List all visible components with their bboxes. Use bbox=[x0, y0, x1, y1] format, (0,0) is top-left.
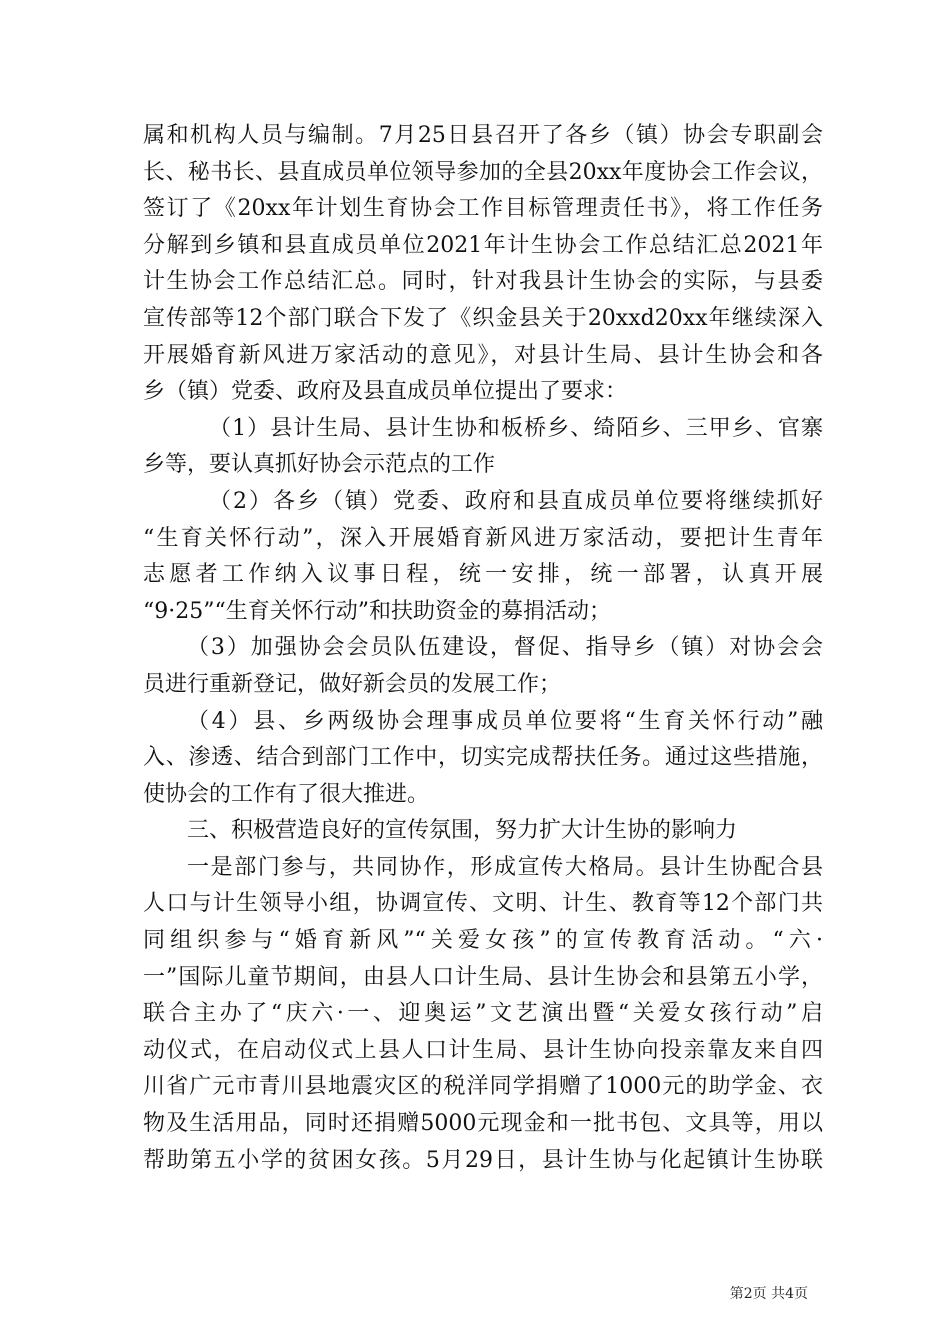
text-line: 川省广元市青川县地震灾区的税洋同学捐赠了1000元的助学金、衣 bbox=[143, 1074, 823, 1100]
text-line: 乡等，要认真抓好协会示范点的工作 bbox=[143, 452, 496, 478]
text-line: “生育关怀行动”，深入开展婚育新风进万家活动，要把计生青年 bbox=[143, 525, 823, 551]
text-line: 长、秘书长、县直成员单位领导参加的全县20xx年度协会工作会议， bbox=[143, 159, 823, 185]
body-text bbox=[143, 118, 823, 1179]
section-heading: 三、积极营造良好的宣传氛围，努力扩大计生协的影响力 bbox=[187, 818, 738, 844]
text-line: （1）县计生局、县计生协和板桥乡、绮陌乡、三甲乡、官寨 bbox=[209, 415, 823, 441]
text-line: 分解到乡镇和县直成员单位2021年计生协会工作总结汇总2021年 bbox=[143, 232, 823, 258]
text-line: （2）各乡（镇）党委、政府和县直成员单位要将继续抓好 bbox=[209, 488, 823, 514]
text-line: 一”国际儿童节期间，由县人口计生局、县计生协会和县第五小学， bbox=[143, 964, 823, 990]
text-line: （3）加强协会会员队伍建设，督促、指导乡（镇）对协会会 bbox=[187, 635, 823, 661]
text-line: “9·25”“生育关怀行动”和扶助资金的募捐活动； bbox=[143, 598, 611, 624]
text-line: 人口与计生领导小组，协调宣传、文明、计生、教育等12个部门共 bbox=[143, 891, 823, 917]
text-line: （4）县、乡两级协会理事成员单位要将“生育关怀行动”融 bbox=[187, 708, 823, 734]
text-line: 动仪式，在启动仪式上县人口计生局、县计生协向投亲靠友来自四 bbox=[143, 1037, 823, 1063]
text-line: 使协会的工作有了很大推进。 bbox=[143, 781, 430, 807]
text-line: 志愿者工作纳入议事日程，统一安排，统一部署，认真开展 bbox=[143, 562, 823, 588]
text-line: 一是部门参与，共同协作，形成宣传大格局。县计生协配合县 bbox=[187, 854, 823, 880]
text-line: 联合主办了“庆六·一、迎奥运”文艺演出暨“关爱女孩行动”启 bbox=[143, 1001, 823, 1027]
text-line: 计生协会工作总结汇总。同时，针对我县计生协会的实际，与县委 bbox=[143, 269, 823, 295]
text-line: 签订了《20xx年计划生育协会工作目标管理责任书》，将工作任务 bbox=[143, 196, 823, 222]
text-line: 帮助第五小学的贫困女孩。5月29日，县计生协与化起镇计生协联 bbox=[143, 1147, 823, 1173]
text-line: 物及生活用品，同时还捐赠5000元现金和一批书包、文具等，用以 bbox=[143, 1111, 823, 1137]
page-number-footer: 第2页 共4页 bbox=[729, 1286, 808, 1302]
text-line: 员进行重新登记，做好新会员的发展工作； bbox=[143, 671, 562, 697]
text-line: 属和机构人员与编制。7月25日县召开了各乡（镇）协会专职副会 bbox=[143, 123, 823, 148]
text-line: 宣传部等12个部门联合下发了《织金县关于20xxd20xx年继续深入 bbox=[143, 305, 823, 331]
text-line: 入、渗透、结合到部门工作中，切实完成帮扶任务。通过这些措施， bbox=[143, 745, 823, 771]
text-line: 乡（镇）党委、政府及县直成员单位提出了要求： bbox=[143, 379, 628, 405]
text-line: 同组织参与“婚育新风”“关爱女孩”的宣传教育活动。“六· bbox=[143, 928, 823, 954]
text-line: 开展婚育新风进万家活动的意见》，对县计生局、县计生协会和各 bbox=[143, 342, 823, 368]
